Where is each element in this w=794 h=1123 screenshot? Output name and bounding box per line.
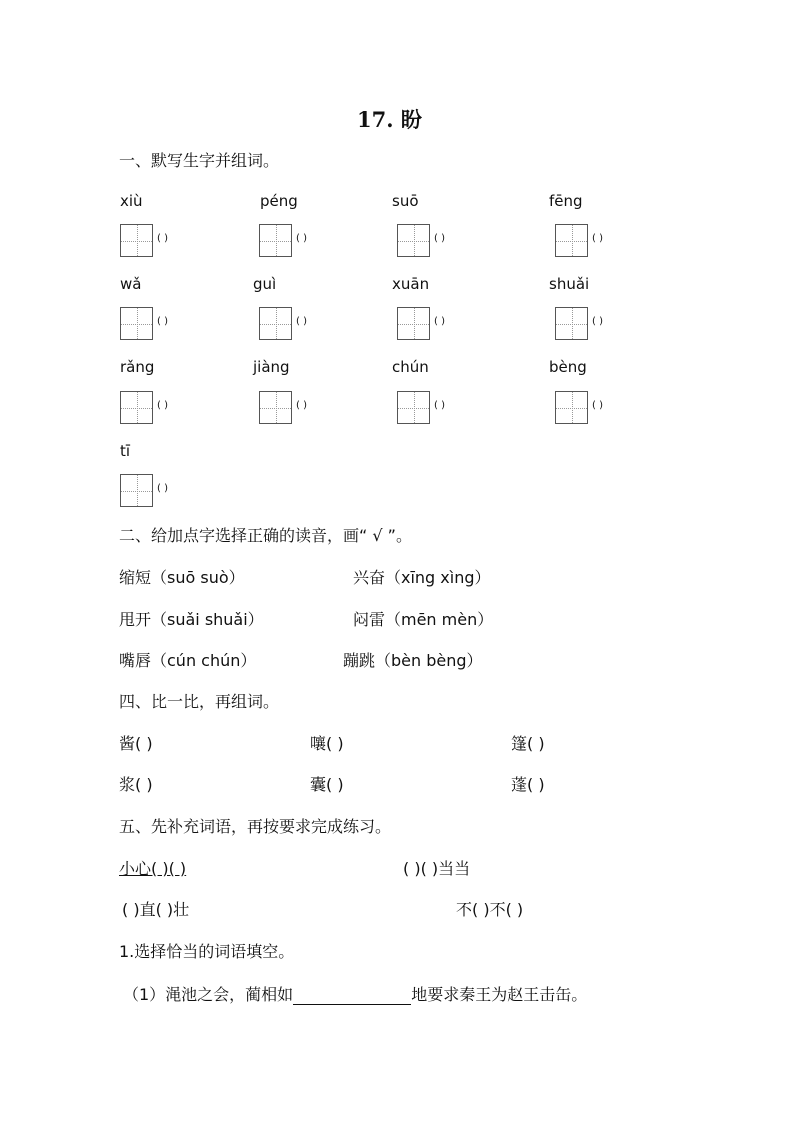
word-blank[interactable]: ( ) [592, 400, 603, 411]
section-heading-1: 一、默写生字并组词。 [119, 151, 280, 170]
word-blank[interactable]: ( ) [434, 400, 445, 411]
reading-choice[interactable]: 甩开（suǎi shuǎi） [119, 610, 264, 629]
pinyin-label: péng [260, 192, 298, 210]
question-text: （1）渑池之会，蔺相如 [123, 985, 294, 1004]
character-writing-grid[interactable] [120, 224, 153, 257]
word-blank[interactable]: ( ) [434, 233, 445, 244]
pinyin-label: fēng [549, 192, 583, 210]
character-writing-grid[interactable] [397, 391, 430, 424]
compare-item[interactable]: 囊( ) [310, 775, 344, 794]
pinyin-label: tī [120, 442, 131, 460]
compare-item[interactable]: 篷( ) [511, 734, 545, 753]
section-heading-4: 四、比一比，再组词。 [119, 692, 280, 711]
word-blank[interactable]: ( ) [157, 400, 168, 411]
character-writing-grid[interactable] [120, 391, 153, 424]
pinyin-label: jiàng [253, 358, 290, 376]
pinyin-label: xuān [392, 275, 430, 293]
word-blank[interactable]: ( ) [592, 316, 603, 327]
compare-item[interactable]: 浆( ) [119, 775, 153, 794]
reading-choice[interactable]: 闷雷（mēn mèn） [353, 610, 494, 629]
reading-choice[interactable]: 嘴唇（cún chún） [119, 651, 257, 670]
word-blank[interactable]: ( ) [434, 316, 445, 327]
character-writing-grid[interactable] [259, 224, 292, 257]
word-blank[interactable]: ( ) [592, 233, 603, 244]
section-heading-2: 二、给加点字选择正确的读音，画“ √ ”。 [119, 526, 412, 545]
page-title: 17. 盼 [357, 107, 422, 132]
pinyin-label: chún [392, 358, 429, 376]
character-writing-grid[interactable] [259, 391, 292, 424]
reading-choice[interactable]: 蹦跳（bèn bèng） [343, 651, 483, 670]
question-1: 1.选择恰当的词语填空。 [119, 942, 295, 961]
word-blank[interactable]: ( ) [157, 233, 168, 244]
character-writing-grid[interactable] [555, 391, 588, 424]
compare-item[interactable]: 嚷( ) [310, 734, 344, 753]
pinyin-label: shuǎi [549, 275, 590, 293]
pinyin-label: bèng [549, 358, 587, 376]
reading-choice[interactable]: 缩短（suō suò） [119, 568, 245, 587]
character-writing-grid[interactable] [397, 224, 430, 257]
character-writing-grid[interactable] [120, 307, 153, 340]
pinyin-label: suō [392, 192, 419, 210]
question-1-item-1 [123, 982, 587, 1005]
compare-item[interactable]: 蓬( ) [511, 775, 545, 794]
reading-choice[interactable]: 兴奋（xīng xìng） [353, 568, 491, 587]
word-blank[interactable]: ( ) [296, 400, 307, 411]
pinyin-label: wǎ [120, 275, 142, 293]
pinyin-label: xiù [120, 192, 143, 210]
idiom-fill[interactable]: 小心( )( ) [119, 859, 187, 878]
character-writing-grid[interactable] [120, 474, 153, 507]
character-writing-grid[interactable] [555, 307, 588, 340]
answer-blank[interactable] [293, 986, 411, 1005]
pinyin-label: rǎng [120, 358, 155, 376]
word-blank[interactable]: ( ) [157, 316, 168, 327]
word-blank[interactable]: ( ) [296, 316, 307, 327]
word-blank[interactable]: ( ) [296, 233, 307, 244]
compare-item[interactable]: 酱( ) [119, 734, 153, 753]
word-blank[interactable]: ( ) [157, 483, 168, 494]
idiom-fill[interactable]: 不( )不( ) [456, 900, 524, 919]
idiom-fill[interactable]: ( )( )当当 [403, 859, 471, 878]
character-writing-grid[interactable] [259, 307, 292, 340]
section-heading-5: 五、先补充词语，再按要求完成练习。 [119, 817, 392, 836]
question-text: 地要求秦王为赵王击缶。 [411, 985, 588, 1004]
idiom-fill[interactable]: ( )直( )壮 [122, 900, 190, 919]
character-writing-grid[interactable] [555, 224, 588, 257]
character-writing-grid[interactable] [397, 307, 430, 340]
pinyin-label: guì [253, 275, 277, 293]
